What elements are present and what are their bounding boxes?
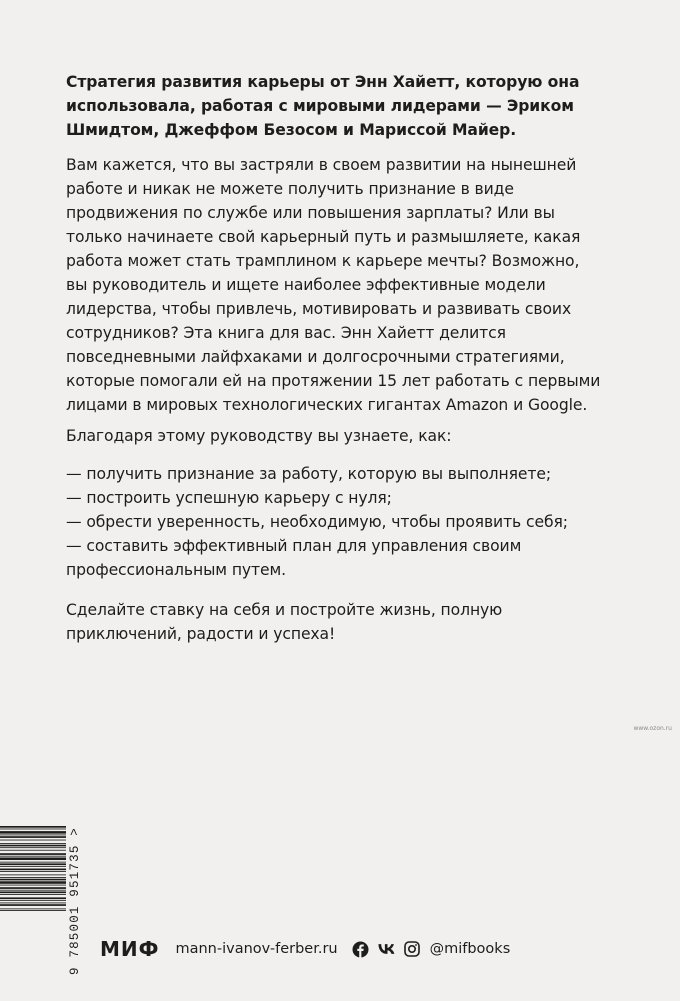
barcode-bar (0, 857, 66, 860)
benefits-list (66, 462, 626, 582)
barcode-bar (0, 904, 66, 906)
paragraph-line: продвижения по службе или повышения зарплаты? Или вы (66, 204, 555, 222)
barcode-bar (0, 835, 66, 836)
paragraph-line: только начинаете свой карьерный путь и размышляете, какая (66, 228, 581, 246)
vk-icon[interactable] (378, 941, 395, 958)
paragraph-line: лицами в мировых технологических гигантах Amazon и Google. (66, 396, 588, 414)
paragraph-line: Сделайте ставку на себя и постройте жизнь, полную (66, 601, 503, 619)
barcode-bar (0, 910, 66, 911)
barcode-graphic (0, 826, 66, 978)
barcode-bar (0, 843, 66, 844)
paragraph-line: работа может стать трамплином к карьере мечты? Возможно, (66, 252, 580, 270)
barcode-bar (0, 908, 66, 909)
website-link[interactable]: mann-ivanov-ferber.ru (175, 941, 338, 957)
barcode-bar (0, 856, 66, 857)
paragraph-line: приключений, радости и успеха! (66, 625, 336, 643)
barcode-bar (0, 829, 66, 830)
barcode-bar (0, 845, 66, 847)
list-item: профессиональным путем. (66, 561, 287, 579)
paragraph-line: Вам кажется, что вы застряли в своем развитии на нынешней (66, 156, 577, 174)
footer (100, 936, 510, 962)
barcode-bar (0, 826, 66, 828)
list-item: — получить признание за работу, которую вы выполняете; (66, 465, 552, 483)
barcode-bar (0, 862, 66, 863)
barcode-bar (0, 903, 66, 904)
publisher-logo: МИФ (100, 937, 160, 961)
barcode-bar (0, 866, 66, 867)
barcode-bar (0, 853, 66, 855)
barcode-bar (0, 881, 66, 884)
barcode-bar (0, 863, 66, 865)
isbn-number: 9 785001 951735 > (68, 827, 82, 975)
list-item: — построить успешную карьеру с нуля; (66, 489, 392, 507)
barcode-bar (0, 871, 66, 872)
intro-line: Стратегия развития карьеры от Энн Хайетт, которую она (66, 73, 580, 91)
barcode-bar (0, 877, 66, 878)
barcode-bar (0, 887, 66, 889)
barcode-bar (0, 891, 66, 893)
paragraph-line: лидерства, чтобы привлечь, мотивировать и развивать своих (66, 300, 572, 318)
intro-line: Шмидтом, Джеффом Безосом и Мариссой Майер. (66, 121, 517, 139)
barcode-bar (0, 879, 66, 881)
barcode-bar (0, 894, 66, 895)
list-item: — составить эффективный план для управления своим (66, 537, 522, 555)
paragraph-line: работе и никак не можете получить признание в виде (66, 180, 514, 198)
barcode-bar (0, 836, 66, 838)
barcode-bar (0, 900, 66, 901)
barcode (0, 826, 66, 978)
social-handle[interactable]: @mifbooks (429, 941, 511, 957)
list-item: — обрести уверенность, необходимую, чтобы проявить себя; (66, 513, 568, 531)
barcode-bar (0, 847, 66, 848)
barcode-bar (0, 850, 66, 851)
watermark: www.ozon.ru (633, 725, 672, 732)
closing-paragraph (66, 598, 626, 646)
list-intro (66, 424, 626, 448)
description-paragraph (66, 153, 626, 417)
paragraph-line: сотрудников? Эта книга для вас. Энн Хайетт делится (66, 324, 506, 342)
paragraph-line: вы руководитель и ищете наиболее эффективные модели (66, 276, 546, 294)
facebook-icon[interactable] (352, 941, 369, 958)
barcode-bar (0, 869, 66, 871)
barcode-bar (0, 897, 66, 899)
list-intro-line: Благодаря этому руководству вы узнаете, как: (66, 427, 452, 445)
barcode-bar (0, 890, 66, 891)
barcode-bar (0, 831, 66, 834)
paragraph-line: которые помогали ей на протяжении 15 лет работать с первыми (66, 372, 601, 390)
instagram-icon[interactable] (404, 941, 421, 958)
barcode-bar (0, 840, 66, 841)
intro-heading (66, 70, 606, 142)
barcode-bar (0, 874, 66, 875)
barcode-bar (0, 885, 66, 886)
paragraph-line: повседневными лайфхаками и долгосрочными стратегиями, (66, 348, 565, 366)
intro-line: использовала, работая с мировыми лидерами — Эриком (66, 97, 574, 115)
